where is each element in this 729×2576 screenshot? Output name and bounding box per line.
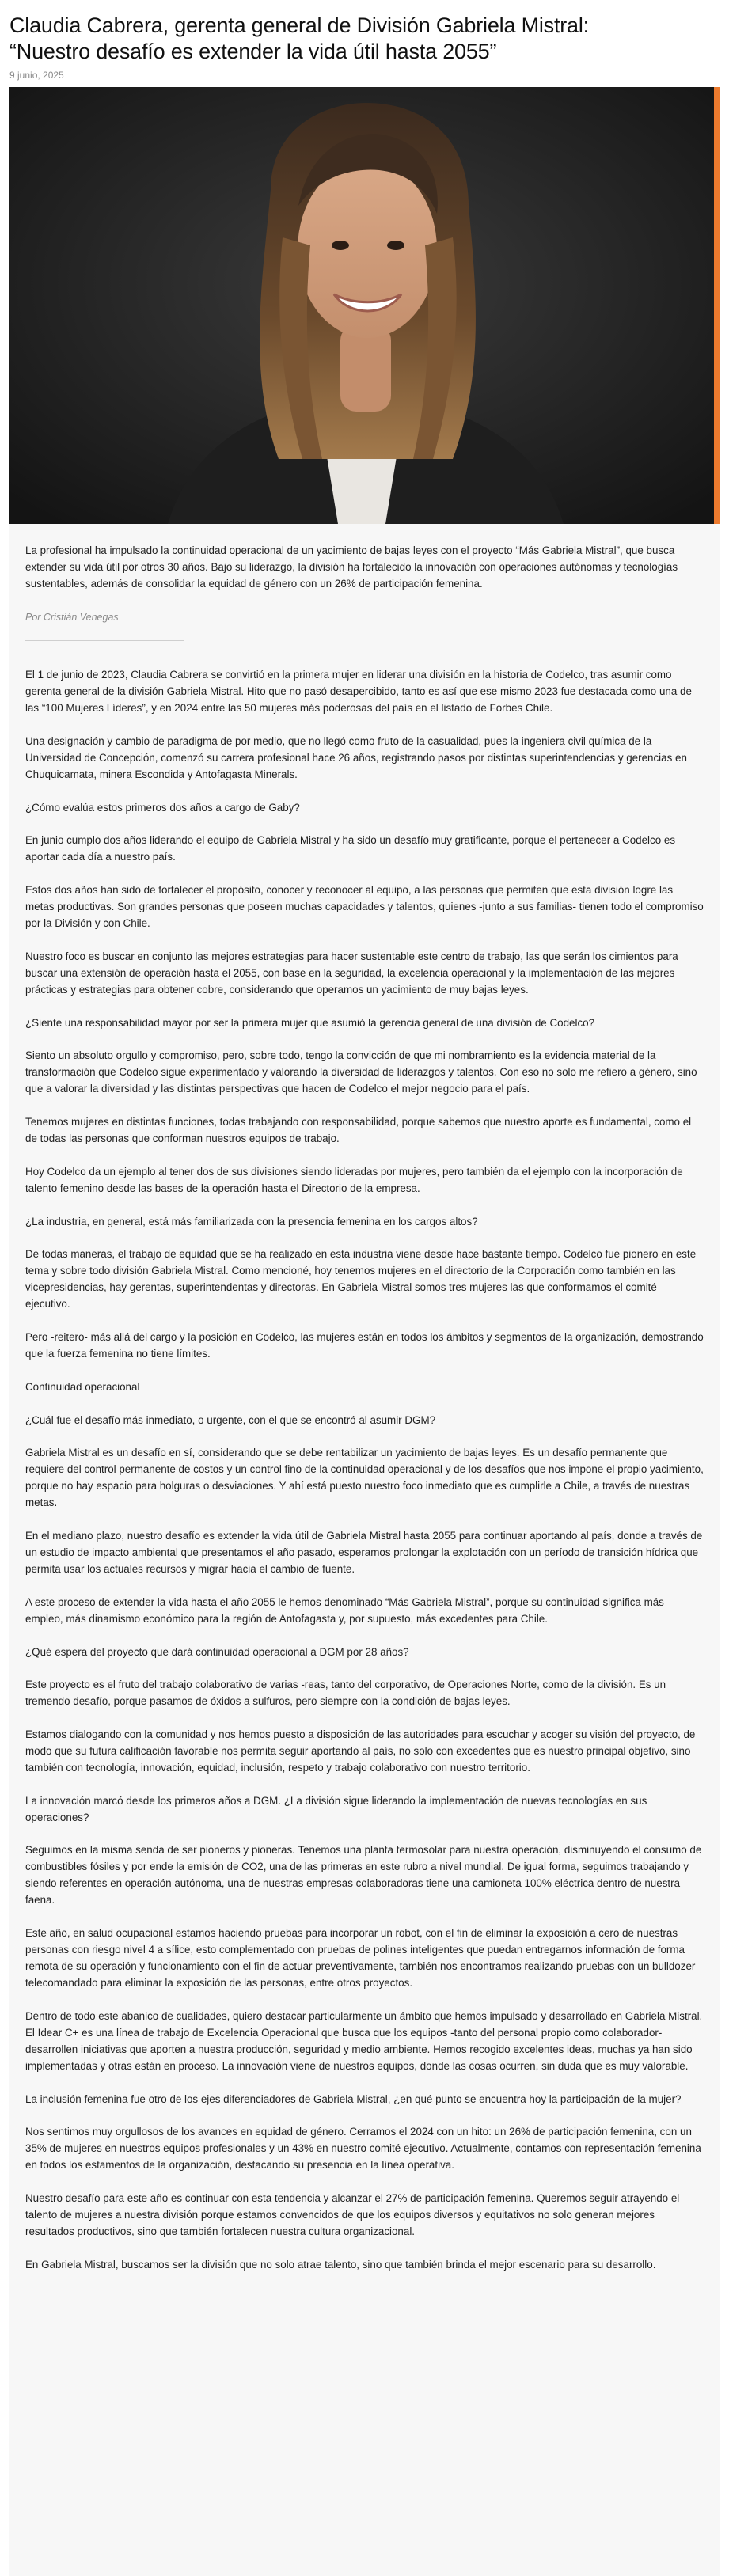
paragraph: Una designación y cambio de paradigma de por medio, que no llegó como fruto de la casualidad, pues la ingeniera civil química de la Universidad de Concepción, comenzó su carrera profesional hace 26 años, registrando pasos por distintas superintendencias y gerencias en Chuquicamata, minera Escondida y Antofagasta Minerals. — [25, 735, 687, 780]
section-subheading: Continuidad operacional — [25, 1381, 140, 1393]
paragraph: Nos sentimos muy orgullosos de los avances en equidad de género. Cerramos el 2024 con un hito: un 26% de participación femenina, con un 35% de mujeres en nuestros equipos profesionales y un 43% en nuestro comité ejecutivo. Actualmente, contamos con representación femenina en todos los estamentos de la organización, destacando su presencia en la línea operativa. — [25, 2126, 701, 2171]
paragraph: Este proyecto es el fruto del trabajo colaborativo de varias -reas, tanto del corporativo, de Operaciones Norte, como de la división. Es un tremendo desafío, porque pasamos de óxidos a sulfuros, pero siempre con la condición de bajas leyes. — [25, 1679, 666, 1707]
article-title-line-2: “Nuestro desafío es extender la vida útil hasta 2055” — [9, 40, 497, 63]
paragraph: A este proceso de extender la vida hasta el año 2055 le hemos denominado “Más Gabriela Mistral”, porque su continuidad significa más empleo, más dinamismo económico para la región de Antofagasta y, por supuesto, más excedentes para Chile. — [25, 1596, 664, 1625]
paragraph: Estamos dialogando con la comunidad y nos hemos puesto a disposición de las autoridades para escuchar y acoger su visión del proyecto, de modo que su futura calificación favorable nos permita seguir aportando al país, no solo con excedentes que es nuestro principal objetivo, sino también con tecnología, innovación, equidad, inclusión, respeto y trabajo colaborativo con nuestro territorio. — [25, 1728, 696, 1774]
paragraph: Gabriela Mistral es un desafío en sí, considerando que se debe rentabilizar un yacimiento de bajas leyes. Es un desafío permanente que requiere del control permanente de costos y un control fino de la continuidad operacional y de los desafíos que nos impone el propio yacimiento, porque no hay espacio para holguras o desviaciones. Y ahí está puesto nuestro foco inmediato que es cumplirle a Chile, a través de nuestras metas. — [25, 1447, 704, 1508]
article-byline: Por Cristián Venegas — [25, 612, 119, 623]
article-title — [9, 13, 720, 65]
paragraph: Este año, en salud ocupacional estamos haciendo pruebas para incorporar un robot, con el fin de eliminar la exposición a cero de nuestras personas con riesgo nivel 4 a sílice, esto complementado con pruebas de polines inteligentes que puedan entregarnos información de forma remota de su operación y funcionamiento con el fin de actuar preventivamente, también nos encontramos realizando pruebas con un bulldozer telecomandado para eliminar la exposición de las personas, entre otros proyectos. — [25, 1927, 696, 1989]
interview-question: La inclusión femenina fue otro de los ejes diferenciadores de Gabriela Mistral, ¿en qué punto se encuentra hoy la participación de la mujer? — [25, 2093, 682, 2105]
article-date: 9 junio, 2025 — [9, 70, 64, 81]
paragraph: Seguimos en la misma senda de ser pioneros y pioneras. Tenemos una planta termosolar para nuestra operación, disminuyendo el consumo de combustibles fósiles y por ende la emisión de CO2, una de las primeras en este rubro a nivel mundial. De igual forma, seguimos trabajando y siendo referentes en operación autónoma, una de nuestras empresas colaboradoras tiene una camioneta 100% eléctrica dentro de nuestra faena. — [25, 1844, 702, 1906]
paragraph: Siento un absoluto orgullo y compromiso, pero, sobre todo, tengo la convicción de que mi nombramiento es la evidencia material de la transformación que Codelco sigue experimentado y valorando la diversidad de liderazgos y talentos. Con eso no solo me refiero a género, sino que a valorar la diversidad y las distintas perspectivas que hacen de Codelco el mejor negocio para el país. — [25, 1049, 697, 1095]
article-header — [0, 0, 729, 81]
hero-accent-bar — [714, 87, 720, 524]
paragraph: En junio cumplo dos años liderando el equipo de Gabriela Mistral y ha sido un desafío muy gratificante, porque el pertenecer a Codelco es aportar cada día a nuestro país. — [25, 834, 676, 863]
paragraph: Hoy Codelco da un ejemplo al tener dos de sus divisiones siendo lideradas por mujeres, pero también da el ejemplo con la incorporación de talento femenino desde las bases de la operación hasta el Directorio de la empresa. — [25, 1166, 683, 1194]
paragraph: En el mediano plazo, nuestro desafío es extender la vida útil de Gabriela Mistral hasta 2055 para continuar aportando al país, donde a través de un estudio de impacto ambiental que presentamos el año pasado, esperamos prolongar la explotación con un período de transición hídrica que permita usar los actuales recursos y migrar hacia el cambio de fuente. — [25, 1530, 703, 1575]
article-body — [25, 666, 704, 2273]
interview-question: ¿La industria, en general, está más familiarizada con la presencia femenina en los cargos altos? — [25, 1216, 478, 1227]
interview-question: ¿Qué espera del proyecto que dará continuidad operacional a DGM por 28 años? — [25, 1646, 409, 1658]
paragraph: Tenemos mujeres en distintas funciones, todas trabajando con responsabilidad, porque sabemos que nuestro aporte es fundamental, como el de todas las personas que conforman nuestros equipos de trabajo. — [25, 1116, 692, 1144]
article-body-panel — [9, 524, 720, 2576]
article-lead: La profesional ha impulsado la continuidad operacional de un yacimiento de bajas leyes con el proyecto “Más Gabriela Mistral”, que busca extender su vida útil por otros 30 años. Bajo su liderazgo, la división ha fortalecido la innovación con operaciones autónomas y tecnologías sustentables, además de consolidar la equidad de género con un 26% de participación femenina. — [25, 544, 678, 590]
interview-question: La innovación marcó desde los primeros años a DGM. ¿La división sigue liderando la implementación de nuevas tecnologías en sus operaciones? — [25, 1795, 647, 1823]
interview-question: ¿Cuál fue el desafío más inmediato, o urgente, con el que se encontró al asumir DGM? — [25, 1414, 436, 1426]
interview-question: ¿Cómo evalúa estos primeros dos años a cargo de Gaby? — [25, 802, 300, 814]
paragraph: Pero -reitero- más allá del cargo y la posición en Codelco, las mujeres están en todos los ámbitos y segmentos de la organización, demostrando que la fuerza femenina no tiene límites. — [25, 1331, 704, 1360]
hero-image — [9, 87, 720, 524]
article-title-line-1: Claudia Cabrera, gerenta general de División Gabriela Mistral: — [9, 13, 589, 37]
portrait-illustration — [9, 87, 714, 524]
paragraph: En Gabriela Mistral, buscamos ser la división que no solo atrae talento, sino que también brinda el mejor escenario para su desarrollo. — [25, 2259, 656, 2271]
paragraph: De todas maneras, el trabajo de equidad que se ha realizado en esta industria viene desde hace bastante tiempo. Codelco fue pionero en este tema y sobre todo división Gabriela Mistral. Como mencioné, hoy tenemos mujeres en el directorio de la Corporación como también en las vicepresidencias, hay gerentas, superintendentas y directoras. En Gabriela Mistral somos tres mujeres las que conformamos el comité ejecutivo. — [25, 1248, 697, 1310]
paragraph: Estos dos años han sido de fortalecer el propósito, conocer y reconocer al equipo, a las personas que permiten que esta división logre las metas productivas. Son grandes personas que poseen muchas capacidades y talentos, quienes -junto a sus familias- tienen todo el compromiso por la División y con Chile. — [25, 884, 704, 929]
paragraph: Nuestro foco es buscar en conjunto las mejores estrategias para hacer sustentable este centro de trabajo, las que serán los cimientos para buscar una extensión de operación hasta el 2055, con base en la seguridad, la excelencia operacional y la implementación de las mejores prácticas y estrategias para obtener cobre, considerando que operamos un yacimiento de muy bajas leyes. — [25, 950, 678, 996]
paragraph: Dentro de todo este abanico de cualidades, quiero destacar particularmente un ámbito que hemos impulsado y desarrollado en Gabriela Mistral. El Idear C+ es una línea de trabajo de Excelencia Operacional que busca que los equipos -tanto del personal propio como colaborador- desarrollen iniciativas que aporten a nuestra producción, seguridad y medio ambiente. Hemos recogido excelentes ideas, muchas ya han sido implementadas y otras están en proceso. La innovación viene de nuestros equipos, donde las cosas ocurren, sin duda que es muy valorable. — [25, 2010, 703, 2072]
byline-divider — [25, 640, 184, 641]
interview-question: ¿Siente una responsabilidad mayor por ser la primera mujer que asumió la gerencia general de una división de Codelco? — [25, 1017, 595, 1029]
paragraph: El 1 de junio de 2023, Claudia Cabrera se convirtió en la primera mujer en liderar una división en la historia de Codelco, tras asumir como gerenta general de la división Gabriela Mistral. Hito que no pasó desapercibido, tanto es así que ese mismo 2023 fue destacada como una de las “100 Mujeres Líderes”, y en 2024 entre las 50 mujeres más poderosas del país en el listado de Forbes Chile. — [25, 669, 692, 714]
paragraph: Nuestro desafío para este año es continuar con esta tendencia y alcanzar el 27% de participación femenina. Queremos seguir atrayendo el talento de mujeres a nuestra división porque estamos convencidos de que los equipos diversos y equitativos no solo generan mejores resultados productivos, sino que también fortalecen nuestra cultura organizacional. — [25, 2192, 680, 2237]
